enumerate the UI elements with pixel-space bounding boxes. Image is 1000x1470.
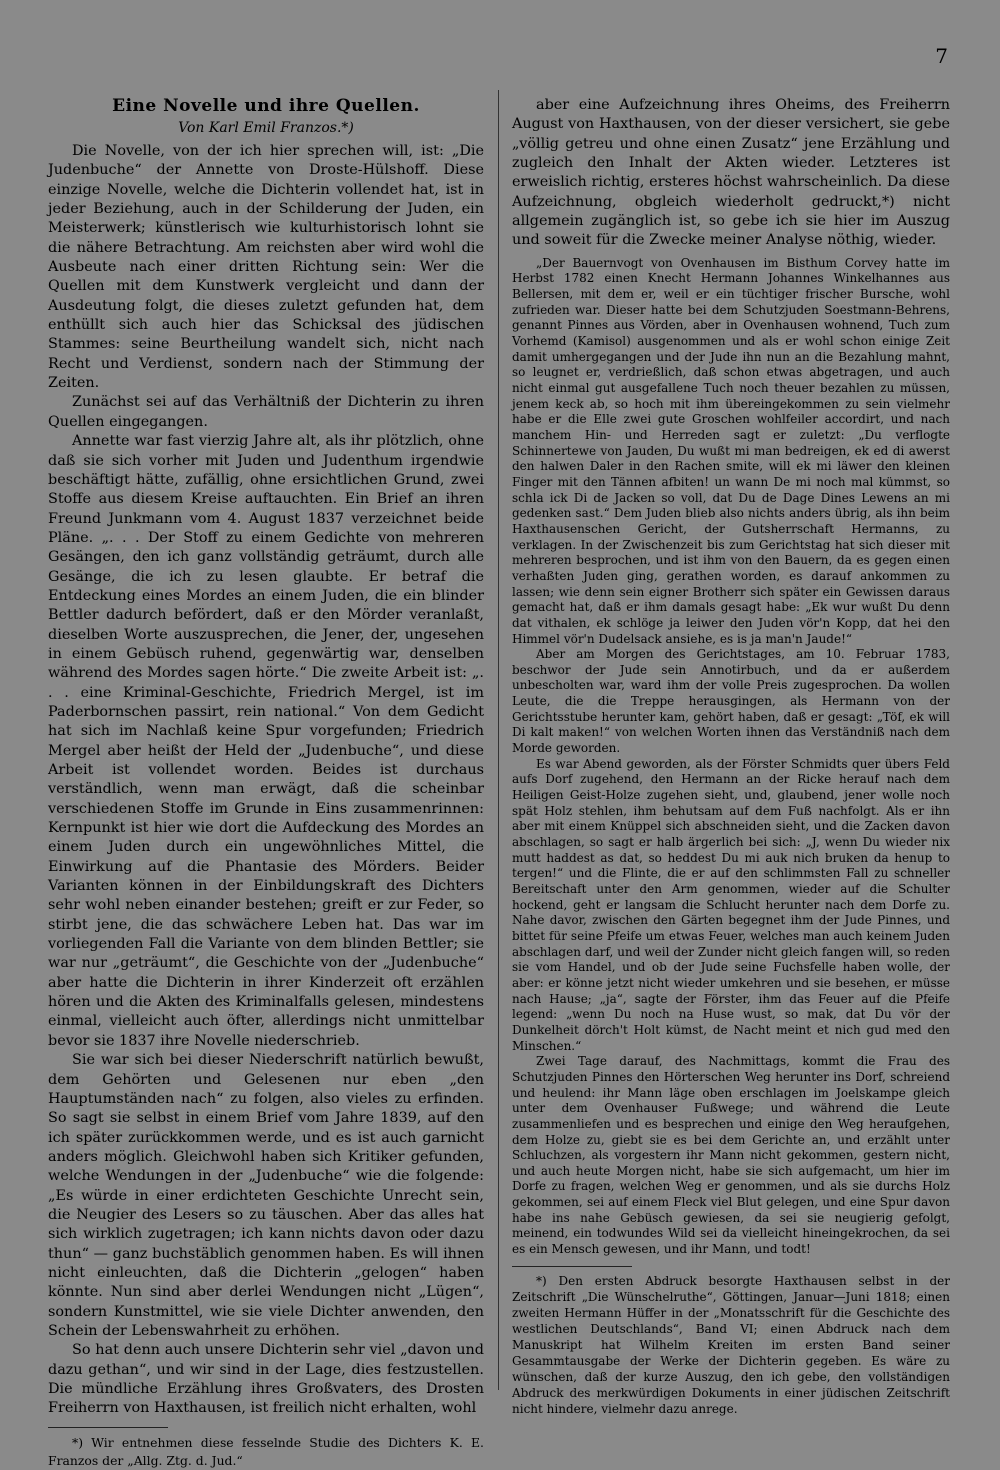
quoted-paragraph: Zwei Tage darauf, des Nachmittags, kommt die Frau des Schutzjuden Pinnes den Hörterschen Weg herunter ins Dorf, schreiend und heulend: ihr Mann läge oben erschlagen im Joelskampe gleich unter dem Ovenhauser Fußwege; und während die Leute zusammenliefen und es besprechen und einige den Weg heraufgehen, dem Holze zu, giebt sie es bei dem Gerichte an, und erzählt unter Schluchzen, als vorgestern ihr Mann nicht gekommen, gestern nicht, und auch heute Morgen nicht, habe sie sich aufgemacht, um hier im Dorfe zu fragen, welchen Weg er genommen, und als sie durchs Holz gekommen, sei auf einem Fleck viel Blut gelegen, und eine Spur davon habe ins nahe Gebüsch gewiesen, da sei sie neugierig gefolgt, meinend, ein todwundes Wild sei da vielleicht hineingekrochen, da sei es ein Mensch gewesen, und ihr Mann, und todt! — [512, 1054, 950, 1257]
column-divider — [498, 90, 499, 1390]
article-title: Eine Novelle und ihre Quellen. — [112, 96, 420, 116]
footnote: *) Wir entnehmen diese fesselnde Studie des Dichters K. E. Franzos der „Allg. Ztg. d. Jud.“ — [48, 1434, 484, 1468]
paragraph: aber eine Aufzeichnung ihres Oheims, des Freiherrn August von Haxthausen, von der dieser versichert, sie gebe „völlig getreu und ohne einen Zusatz“ jene Erzählung und zugleich den Inhalt der Akten wieder. Letzteres ist erweislich richtig, ersteres höchst wahrscheinlich. Da diese Aufzeichnung, obgleich wiederholt gedruckt,*) nicht allgemein zugänglich ist, so gebe ich sie hier im Auszug und soweit für die Zwecke meiner Analyse nöthig, wieder. — [512, 97, 950, 249]
paragraph: Zunächst sei auf das Verhältniß der Dichterin zu ihren Quellen eingegangen. — [48, 394, 484, 430]
paragraph: So hat denn auch unsere Dichterin sehr viel „davon und dazu gethan“, und wir sind in der Lage, dies festzustellen. Die mündliche Erzählung ihres Großvaters, des Drosten Freiherrn von Haxthausen, ist freilich nicht erhalten, wohl — [48, 1342, 484, 1417]
footnote-rule — [48, 1427, 168, 1428]
paragraph: Sie war sich bei dieser Niederschrift natürlich bewußt, dem Gehörten und Gelesenen nur eben „den Hauptumständen nach“ zu folgen, also vieles zu erfinden. So sagt sie selbst in einem Brief vom Jahre 1839, auf den ich später zurückkommen werde, und es ist auch garnicht anders möglich. Gleichwohl haben sich Kritiker gefunden, welche Wendungen in der „Judenbuche“ wie die folgende: „Es würde in einer erdichteten Geschichte Unrecht sein, die Neugier des Lesers so zu täuschen. Aber das alles hat sich wirklich zugetragen; ich kann nichts davon oder dazu thun“ — ganz buchstäblich genommen haben. Es will ihnen nicht einleuchten, daß die Dichterin „gelogen“ haben könnte. Nun sind aber derlei Wendungen nicht „Lügen“, sondern Kunstmittel, wie sie viele Dichter anwenden, den Schein der Lebenswahrheit zu erhöhen. — [48, 1052, 484, 1339]
footnote: *) Den ersten Abdruck besorgte Haxthausen selbst in der Zeitschrift „Die Wünschelruthe“, Göttingen, Januar—Juni 1818; einen zweiten Hermann Hüffer in der „Monatsschrift für die Geschichte des westlichen Deutschlands“, Band VI; einen Abdruck nach dem Manuskript hat Wilhelm Kreiten im ersten Band seiner Gesammtausgabe der Werke der Dichterin gegeben. Es wäre zu wünschen, daß der kurze Auszug, den ich gebe, den vollständigen Abdruck des merkwürdigen Dokuments in einer jüdischen Zeitschrift nicht hindere, vielmehr dazu anrege. — [512, 1273, 950, 1416]
quoted-paragraph: Es war Abend geworden, als der Förster Schmidts quer übers Feld aufs Dorf zugehend, den Hermann an der Ricke herauf nach dem Heiligen Geist-Holze zugehen sieht, und, glaubend, jener wolle noch spät Holz stehlen, ihm behutsam auf dem Fuß nachfolgt. Als er ihn aber mit einem Knüppel sich abschneiden sieht, und die Zacken davon abschlagen, so sagt er halb ärgerlich bei sich: „J, wenn Du wieder nix mutt haddest as dat, so heddest Du mi auk nich bruken da henup to tergen!“ und die Flinte, die er auf den schlimmsten Fall zu schneller Bereitschaft unter den Arm genommen, wieder auf die Schulter hockend, geht er langsam die Schlucht herunter nach dem Dorfe zu. Nahe davor, zwischen den Gärten begegnet ihm der Jude Pinnes, und bittet für seine Pfeife um etwas Feuer, welches man auch keinem Juden abschlagen darf, und weil der Zunder nicht gleich fangen will, so reden sie vom Handel, und ob der Jude seine Fuchsfelle haben wolle, der aber: er könne jetzt nicht wieder umkehren und sie besehen, er müsse nach Hause; „ja“, sagte der Förster, ihm das Feuer auf die Pfeife legend: „wenn Du noch na Huse wust, so mak, dat Du vör der Dunkelheit dörch't Holt kümst, de Nacht meint et nich gud med den Minschen.“ — [512, 756, 950, 1053]
quoted-paragraph: Aber am Morgen des Gerichtstages, am 10. Februar 1783, beschwor der Jude sein Annotirbuch, und da er außerdem unbescholten war, ward ihm der volle Preis zugesprochen. Da wollen Leute, die die Treppe herausgingen, als Hermann von der Gerichtsstube herunter kam, gehört haben, daß er gesagt: „Töf, ek will Di kalt maken!“ von welchen Worten ihnen das Verständniß nach dem Morde geworden. — [512, 647, 950, 756]
quoted-paragraph: „Der Bauernvogt von Ovenhausen im Bisthum Corvey hatte im Herbst 1782 einen Knecht Hermann Johannes Winkelhannes aus Bellersen, mit dem er, weil er ein tüchtiger frischer Bursche, wohl zufrieden war. Dieser hatte bei dem Schutzjuden Soestmann-Behrens, genannt Pinnes aus Vörden, aber in Ovenhausen wohnend, Tuch zum Vorhemd (Kamisol) ausgenommen und als er wohl schon einige Zeit damit umhergegangen und der Jude ihn nun an die Bezahlung mahnt, so leugnet er, verdrießlich, daß schon etwas abgetragen, und auch nicht einmal gut ausgefallene Tuch noch theuer bezahlen zu müssen, jenem keck ab, so hoch mit ihm übereingekommen zu sein vielmehr habe er die Elle zwei gute Groschen wohlfeiler accordirt, und nach manchem Hin- und Herreden sagt er zuletzt: „Du verflogte Schinnertewe von Jauden, Du wußt mi man bedreigen, ek ed di awerst den halwen Daler in den Rachen smite, will ek mi läwer den kleinen Finger mit den Tännen afbiten! un wann De mi noch mal kümmst, so schla ick Di de Jacken so voll, dat Du de Dage Dines Lewens an mi gedenken sast.“ Dem Juden blieb also nichts anders übrig, als ihn beim Haxthausenschen Gericht, der Gutsherrschaft Hermanns, zu verklagen. In der Zwischenzeit bis zum Gerichtstag hat sich dieser mit mehreren besprochen, und ist ihm von den Bauern, da es gegen einen verhaßten Juden ging, gerathen worden, es darauf ankommen zu lassen; wie denn sein eigner Brotherr sich später ein Gewissen daraus gemacht hat, daß er ihm damals gesagt habe: „Ek wur wußt Du denn dat vithalen, ek schlöge ja leiwer den Juden vör'n Kopp, dat hei den Himmel vör'n Dudelsack ansiehe, es is ja man'n Jaude!“ — [512, 255, 950, 646]
left-column — [48, 96, 484, 1468]
paragraph: Annette war fast vierzig Jahre alt, als ihr plötzlich, ohne daß sie sich vorher mit Juden und Judenthum irgendwie beschäftigt hätte, zufällig, ohne ersichtlichen Grund, zwei Stoffe aus diesem Kreise auftauchten. Ein Brief an ihren Freund Junkmann vom 4. August 1837 verzeichnet beide Pläne. „. . . Der Stoff zu einem Gedichte von mehreren Gesängen, den ich ganz vollständig geträumt, durch alle Gesänge, die ich zu lesen glaubte. Er betraf die Entdeckung eines Mordes an einem Juden, die ein blinder Bettler dadurch befördert, daß er den Mörder veranlaßt, dieselben Worte auszusprechen, die Jener, der, ungesehen in einem Gebüsch ruhend, gegenwärtig war, denselben während des Mordes sagen hörte.“ Die zweite Arbeit ist: „. . . eine Kriminal-Geschichte, Friedrich Mergel, ist im Paderbornschen passirt, rein national.“ Von dem Gedicht hat sich im Nachlaß keine Spur vorgefunden; Friedrich Mergel aber heißt der Held der „Judenbuche“, und diese Arbeit ist vollendet worden. Beides ist durchaus verständlich, wenn man erwägt, daß die scheinbar verschiedenen Stoffe im Grunde in Eins zusammenrinnen: Kernpunkt ist hier wie dort die Aufdeckung des Mordes an einem Juden durch ein ungewöhnliches Mittel, die Einwirkung auf die Phantasie des Mörders. Beider Varianten können in der Einbildungskraft des Dichters sehr wohl neben einander bestehen; greift er zur Feder, so stirbt jene, die das schwächere Leben hat. Das war im vorliegenden Fall die Variante von dem blinden Bettler; sie war nur „geträumt“, die Geschichte von der „Judenbuche“ aber hatte die Dichterin in ihrer Kinderzeit oft erzählen hören und die Akten des Kriminalfalls gelesen, mindestens einmal, vielleicht auch öfter, allerdings nicht unmittelbar bevor sie 1837 ihre Novelle niederschrieb. — [48, 433, 484, 1049]
article-byline: Von Karl Emil Franzos.*) — [178, 120, 354, 136]
page-number: 7 — [935, 44, 948, 68]
footnote-rule — [512, 1266, 632, 1267]
paragraph: Die Novelle, von der ich hier sprechen will, ist: „Die Judenbuche“ der Annette von Droste-Hülshoff. Diese einzige Novelle, welche die Dichterin vollendet hat, ist in jeder Beziehung, auch in der Schilderung der Juden, ein Meisterwerk; künstlerisch wie kulturhistorisch lohnt sie die nähere Betrachtung. Am reichsten aber wird wohl die Ausbeute nach einer dritten Richtung sein: Wer die Quellen mit dem Kunstwerk vergleicht und dann der Ausdeutung folgt, die dieses zuletzt gefunden hat, dem enthüllt sich auch hier das Schicksal des jüdischen Stammes: seine Beurtheilung wandelt sich, nicht nach Recht und Verdienst, sondern nach der Stimmung der Zeiten. — [48, 143, 484, 392]
right-column — [512, 96, 950, 1416]
